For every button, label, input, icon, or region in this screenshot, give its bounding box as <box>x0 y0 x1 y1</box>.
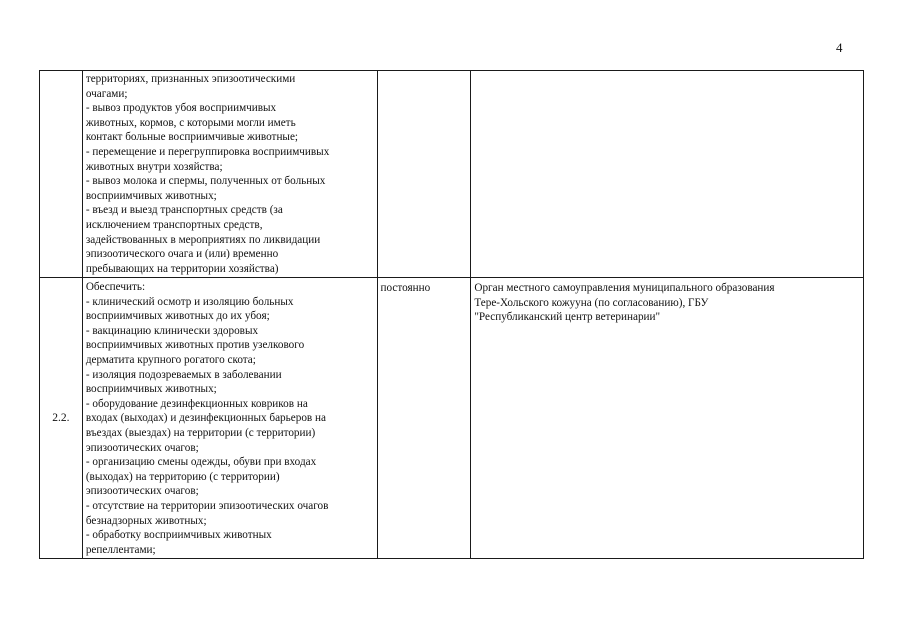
text-line: - изоляция подозреваемых в заболевании <box>85 368 282 381</box>
text-line: безнадзорных животных; <box>85 514 207 527</box>
text-line: восприимчивых животных против узелкового <box>85 339 305 352</box>
text-line: Тере-Хольского кожууна (по согласованию), ГБУ <box>474 296 709 309</box>
text-line: - въезд и выезд транспортных средств (за <box>85 204 283 217</box>
text-line: животных, кормов, с которыми могли иметь <box>85 116 296 129</box>
term-text: постоянно <box>380 282 431 294</box>
text-line: - оборудование дезинфекционных ковриков на <box>85 397 308 410</box>
text-line: репеллентами; <box>85 543 156 556</box>
text-line: Орган местного самоуправления муниципального образования <box>474 282 775 294</box>
text-line: "Республиканский центр ветеринарии" <box>474 311 661 324</box>
responsible-cell <box>471 278 864 559</box>
page-number: 4 <box>836 40 843 55</box>
text-line: входах (выходах) и дезинфекционных барьеров на <box>85 412 326 425</box>
text-line: восприимчивых животных; <box>85 189 217 202</box>
text-line: эпизоотического очага и (или) временно <box>85 248 279 261</box>
text-line: - вывоз продуктов убоя восприимчивых <box>85 102 277 115</box>
text-line: - перемещение и перегруппировка восприимчивых <box>85 145 330 158</box>
text-line: Обеспечить: <box>85 281 146 293</box>
table-row-continued <box>40 71 864 278</box>
text-line: - вывоз молока и спермы, полученных от больных <box>85 175 326 188</box>
text-line: эпизоотических очагов; <box>85 441 199 454</box>
text-line: контакт больные восприимчивые животные; <box>85 131 299 144</box>
text-line: животных внутри хозяйства; <box>85 160 223 173</box>
responsible-text <box>474 278 860 325</box>
text-line: (выходах) на территорию (с территории) <box>85 470 280 483</box>
table-row-2-2 <box>40 278 864 559</box>
measure-cell <box>82 278 377 559</box>
measures-table <box>39 70 864 559</box>
text-line: восприимчивых животных; <box>85 383 217 396</box>
text-line: восприимчивых животных до их убоя; <box>85 310 270 323</box>
text-line: территориях, признанных эпизоотическими <box>85 73 296 85</box>
text-line: - обработку восприимчивых животных <box>85 529 272 542</box>
text-line: дерматита крупного рогатого скота; <box>85 353 256 366</box>
measure-cell <box>82 71 377 278</box>
text-line: - отсутствие на территории эпизоотических очагов <box>85 499 329 512</box>
text-line: задействованных в мероприятиях по ликвидации <box>85 233 321 246</box>
text-line: - вакцинацию клинически здоровых <box>85 324 259 337</box>
text-line: исключением транспортных средств, <box>85 218 263 231</box>
text-line: пребывающих на территории хозяйства) <box>85 262 279 275</box>
row-number-cell: 2.2. <box>40 278 83 559</box>
row-number-cell <box>40 71 83 278</box>
text-line: въездах (выездах) на территории (с территории) <box>85 426 316 439</box>
term-cell <box>377 71 471 278</box>
text-line: - организацию смены одежды, обуви при входах <box>85 456 317 469</box>
text-line: очагами; <box>85 87 128 100</box>
text-line: - клинический осмотр и изоляцию больных <box>85 295 294 308</box>
responsible-cell <box>471 71 864 278</box>
term-cell <box>377 278 471 559</box>
measure-text <box>86 278 374 557</box>
text-line: эпизоотических очагов; <box>85 485 199 498</box>
measure-text <box>86 71 374 276</box>
